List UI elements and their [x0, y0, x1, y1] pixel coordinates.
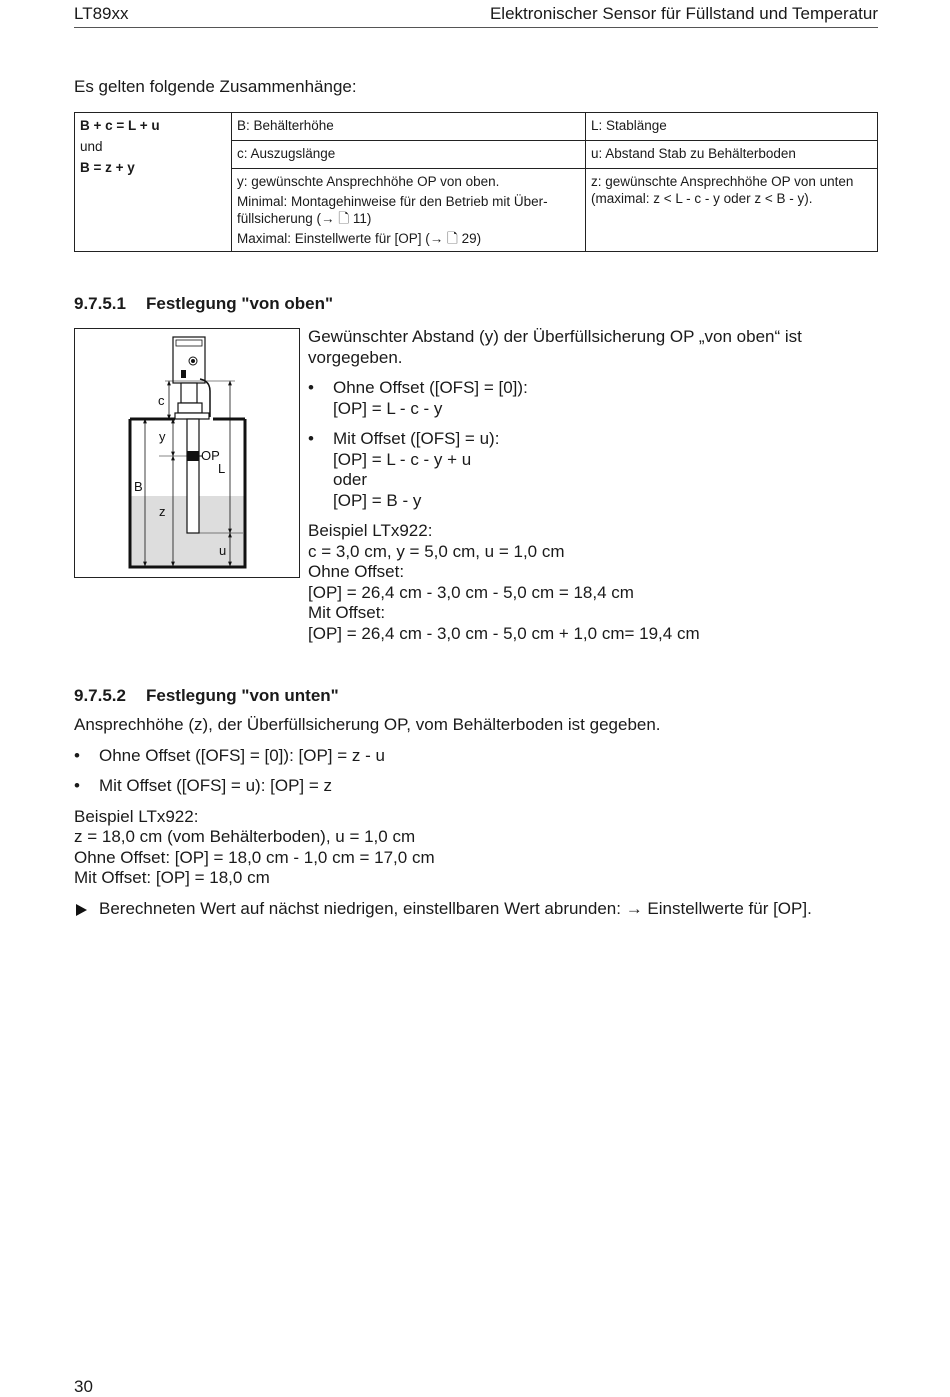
tank-diagram-svg — [75, 329, 299, 577]
table-cell-z — [586, 169, 878, 252]
table-cell: L: Stablänge — [586, 113, 878, 141]
bullet-ohne-offset — [308, 378, 868, 419]
example-line: [OP] = 26,4 cm - 3,0 cm - 5,0 cm + 1,0 cm= 19,4 cm — [308, 623, 700, 643]
cell-line: (maximal: z < L - c - y oder z < B - y). — [591, 191, 813, 206]
table-cell: B: Behälterhöhe — [232, 113, 586, 141]
intro-line: vorgegeben. — [308, 347, 403, 367]
formula-1: B + c = L + u — [80, 118, 160, 133]
header-divider — [74, 27, 878, 28]
bullet-dot: • — [74, 776, 80, 795]
bullet-ohne-offset — [74, 746, 884, 767]
formula-und: und — [80, 139, 103, 154]
cell-line: z: gewünschte Ansprechhöhe OP von unten — [591, 174, 854, 189]
von-oben-text — [308, 327, 868, 644]
bullet-line: Mit Offset ([OFS] = u): — [333, 429, 500, 448]
action-step — [74, 899, 884, 920]
example-line: [OP] = 26,4 cm - 3,0 cm - 5,0 cm = 18,4 cm — [308, 582, 634, 602]
section-heading-von-unten — [74, 686, 339, 706]
example-line: Mit Offset: [OP] = 18,0 cm — [74, 868, 270, 887]
formula-2: B = z + y — [80, 160, 135, 175]
bullet-mit-offset — [74, 776, 884, 797]
example-line: Ohne Offset: [OP] = 18,0 cm - 1,0 cm = 17,0 cm — [74, 847, 435, 867]
bullet-dot: • — [308, 378, 314, 397]
intro-text: Es gelten folgende Zusammenhänge: — [74, 77, 357, 96]
cell-line: Minimal: Montagehinweise für den Betrieb mit Über- — [237, 194, 548, 209]
bullet-line: [OP] = L - c - y — [333, 398, 443, 418]
example-block — [308, 521, 868, 644]
label-c: c — [158, 393, 165, 408]
example-line: Beispiel LTx922: — [308, 521, 433, 540]
bullet-line: Ohne Offset ([OFS] = [0]): — [333, 378, 528, 397]
example-line: Ohne Offset: — [308, 562, 405, 581]
bullet-dot: • — [74, 745, 80, 765]
bullet-mit-offset — [308, 429, 868, 511]
formula-cell — [75, 113, 232, 252]
doc-model-header: LT89xx — [74, 4, 129, 23]
bullet-line: Mit Offset ([OFS] = u): [OP] = z — [99, 776, 333, 795]
label-op: OP — [201, 448, 220, 463]
probe-rod — [187, 419, 199, 533]
table-cell-y — [232, 169, 586, 252]
cell-line: füllsicherung (→ 🗋 11) — [237, 211, 372, 226]
von-unten-text — [74, 715, 884, 919]
page-number: 30 — [74, 1377, 93, 1396]
table-cell: u: Abstand Stab zu Behälterboden — [586, 141, 878, 169]
example-line: z = 18,0 cm (vom Behälterboden), u = 1,0 cm — [74, 827, 416, 846]
mounting-nut — [178, 403, 202, 413]
example-line: Mit Offset: — [308, 603, 386, 622]
section-number: 9.7.5.2 — [74, 686, 126, 705]
op-marker — [187, 451, 199, 461]
intro-line: Gewünschter Abstand (y) der Überfüllsicherung OP „von oben“ ist — [308, 327, 802, 346]
label-y: y — [159, 429, 166, 444]
bullet-dot: • — [308, 429, 314, 448]
bullet-line: oder — [333, 470, 368, 489]
example-line: Beispiel LTx922: — [74, 806, 199, 826]
action-text: Berechneten Wert auf nächst niedrigen, einstellbaren Wert abrunden: → Einstellwerte für [OP]. — [99, 898, 812, 918]
relations-table — [74, 112, 878, 252]
bullet-line: Ohne Offset ([OFS] = [0]): [OP] = z - u — [99, 745, 385, 765]
table-cell: c: Auszugslänge — [232, 141, 586, 169]
doc-title-header: Elektronischer Sensor für Füllstand und Temperatur — [489, 4, 878, 23]
bullet-line: [OP] = L - c - y + u — [333, 449, 472, 469]
section-number: 9.7.5.1 — [74, 294, 126, 313]
process-connection — [181, 383, 197, 403]
cell-line: y: gewünschte Ansprechhöhe OP von oben. — [237, 174, 500, 189]
section-title: Festlegung "von oben" — [146, 294, 334, 313]
intro-line: Ansprechhöhe (z), der Überfüllsicherung OP, vom Behälterboden ist gegeben. — [74, 715, 661, 734]
label-l: L — [218, 461, 226, 476]
example-line: c = 3,0 cm, y = 5,0 cm, u = 1,0 cm — [308, 541, 565, 561]
example-block — [74, 807, 884, 889]
label-u: u — [219, 543, 227, 558]
tank-diagram — [74, 328, 300, 578]
sensor-display — [176, 340, 202, 346]
cell-line: Maximal: Einstellwerte für [OP] (→ 🗋 29) — [237, 231, 482, 246]
section-title: Festlegung "von unten" — [146, 686, 339, 705]
bullet-line: [OP] = B - y — [333, 490, 422, 510]
section-heading-von-oben — [74, 294, 333, 314]
label-b: B — [134, 479, 143, 494]
action-triangle-icon — [76, 904, 87, 916]
label-z: z — [159, 504, 166, 519]
